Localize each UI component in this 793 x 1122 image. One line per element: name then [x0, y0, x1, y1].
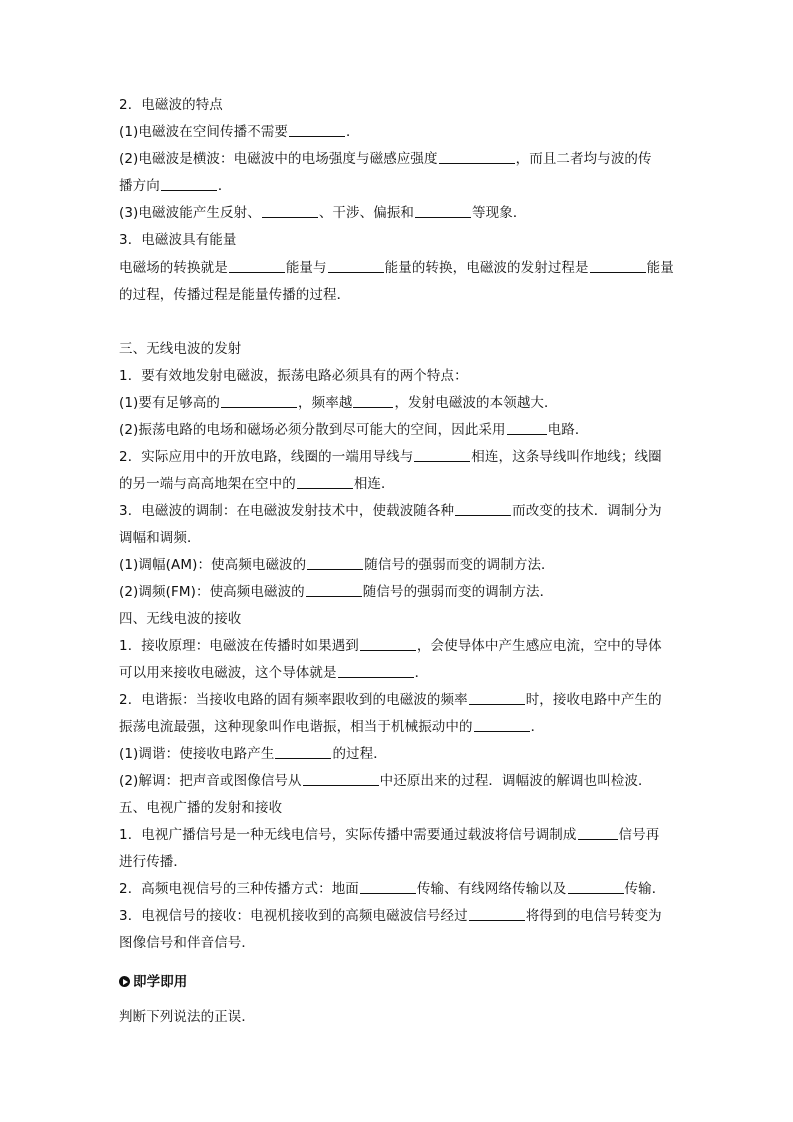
practice-heading: 即学即用: [119, 972, 187, 992]
fill-blank: [289, 122, 345, 137]
fill-blank: [568, 879, 624, 894]
fill-blank: [590, 258, 646, 273]
fill-blank: [306, 582, 362, 597]
section-heading: 2．电磁波的特点: [119, 97, 223, 113]
fill-blank: [307, 555, 363, 570]
text-line: 振荡电流最强，这种现象叫作电谐振，相当于机械振动中的 ．: [119, 719, 545, 735]
text-line: 的过程，传播过程是能量传播的过程．: [119, 287, 351, 303]
fill-blank: [414, 447, 470, 462]
fill-blank: [578, 825, 618, 840]
fill-blank: [221, 393, 297, 408]
fill-blank: [353, 393, 393, 408]
section-heading: 五、电视广播的发射和接收: [119, 800, 283, 816]
text-line: 3．电磁波的调制：在电磁波发射技术中，使载波随各种 而改变的技术．调制分为: [119, 503, 662, 519]
text-line: (3)电磁波能产生反射、 、干涉、偏振和 等现象．: [119, 205, 527, 221]
text-line: 2．电谐振：当接收电路的固有频率跟收到的电磁波的频率 时，接收电路中产生的: [119, 692, 662, 708]
section-heading: 3．电磁波具有能量: [119, 232, 237, 248]
fill-blank: [469, 906, 525, 921]
fill-blank: [507, 420, 547, 435]
text-line: 调幅和调频．: [119, 530, 201, 546]
fill-blank: [303, 771, 379, 786]
text-line: (1)要有足够高的 ，频率越 ，发射电磁波的本领越大．: [119, 395, 558, 411]
section-heading: 四、无线电波的接收: [119, 611, 242, 627]
fill-blank: [469, 690, 525, 705]
section-heading: 三、无线电波的发射: [119, 341, 242, 357]
fill-blank: [262, 203, 318, 218]
text-line: 的另一端与高高地架在空中的 相连．: [119, 476, 395, 492]
text-line: (1)调谐：使接收电路产生 的过程．: [119, 746, 387, 762]
text-line: 图像信号和伴音信号．: [119, 935, 255, 951]
text-line: 可以用来接收电磁波，这个导体就是 ．: [119, 665, 429, 681]
text-line: 2．高频电视信号的三种传播方式：地面 传输、有线网络传输以及 传输．: [119, 881, 666, 897]
text-line: (1)调幅(AM)：使高频电磁波的 随信号的强弱而变的调制方法．: [119, 557, 555, 573]
text-line: 3．电视信号的接收：电视机接收到的高频电磁波信号经过 将得到的电信号转变为: [119, 908, 662, 924]
text-line: (2)振荡电路的电场和磁场必须分散到尽可能大的空间，因此采用 电路．: [119, 422, 589, 438]
fill-blank: [161, 176, 217, 191]
text-line: 进行传播．: [119, 854, 187, 870]
fill-blank: [229, 258, 285, 273]
text-line: 电磁场的转换就是 能量与 能量的转换，电磁波的发射过程是 能量: [119, 260, 674, 276]
practice-prompt: 判断下列说法的正误．: [119, 1009, 255, 1025]
text-line: 播方向 ．: [119, 178, 232, 194]
fill-blank: [455, 501, 511, 516]
text-line: (2)解调：把声音或图像信号从 中还原出来的过程．调幅波的解调也叫检波．: [119, 773, 652, 789]
fill-blank: [338, 663, 414, 678]
fill-blank: [297, 474, 353, 489]
fill-blank: [415, 203, 471, 218]
fill-blank: [360, 636, 416, 651]
text-line: 1．接收原理：电磁波在传播时如果遇到 ，会使导体中产生感应电流，空中的导体: [119, 638, 662, 654]
text-line: 2．实际应用中的开放电路，线圈的一端用导线与 相连，这条导线叫作地线；线圈: [119, 449, 662, 465]
text-line: (2)电磁波是横波：电磁波中的电场强度与磁感应强度 ，而且二者均与波的传: [119, 151, 652, 167]
fill-blank: [474, 717, 530, 732]
fill-blank: [360, 879, 416, 894]
play-circle-icon: [119, 976, 130, 987]
fill-blank: [439, 149, 515, 164]
text-line: (1)电磁波在空间传播不需要 ．: [119, 124, 360, 140]
text-line: (2)调频(FM)：使高频电磁波的 随信号的强弱而变的调制方法．: [119, 584, 554, 600]
text-line: 1．电视广播信号是一种无线电信号，实际传播中需要通过载波将信号调制成 信号再: [119, 827, 660, 843]
text-line: 1．要有效地发射电磁波，振荡电路必须具有的两个特点：: [119, 368, 468, 384]
fill-blank: [328, 258, 384, 273]
fill-blank: [275, 744, 331, 759]
